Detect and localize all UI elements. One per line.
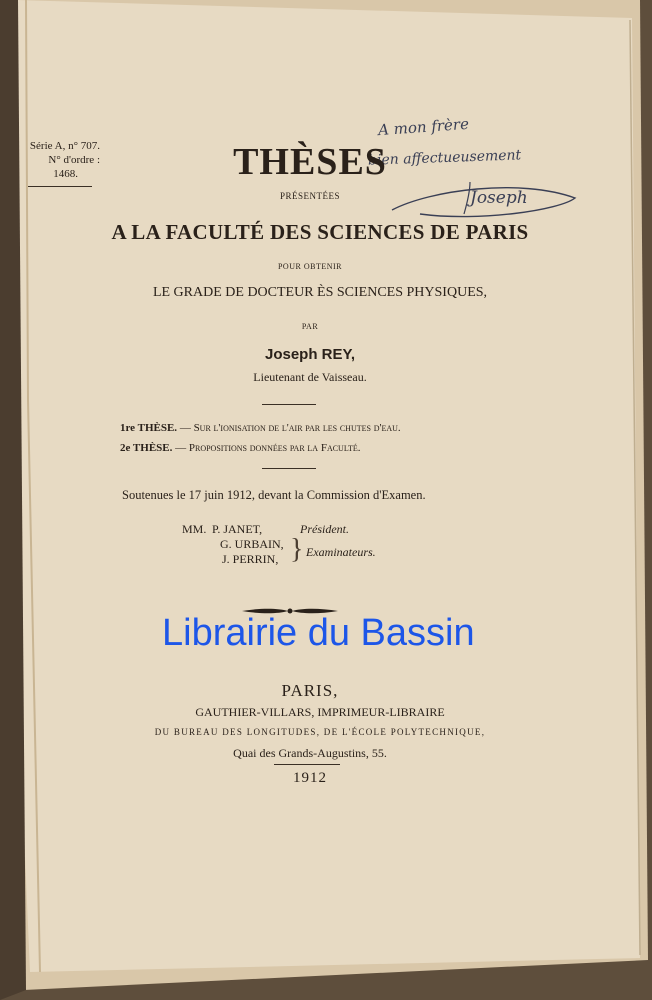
imprint-city: PARIS, (281, 681, 339, 700)
these-1-text: — Sur l'ionisation de l'air par les chutes d'eau. (179, 422, 401, 434)
imprint-rule (274, 764, 340, 765)
jury-examinateur-2: J. PERRIN, (222, 552, 279, 566)
imprint-bureau: DU BUREAU DES LONGITUDES, DE L'ÉCOLE POLYTECHNIQUE, (154, 727, 486, 737)
handwritten-dedication-line2: bien affectueusement (367, 147, 522, 169)
jury-president-role: Président. (300, 522, 349, 536)
jury-president-name: P. JANET, (212, 522, 263, 536)
these-2-text: — Propositions données par la Faculté. (175, 442, 361, 454)
pour-obtenir-label: POUR OBTENIR (277, 262, 342, 271)
handwritten-signature: Joseph (470, 188, 528, 208)
jury-mm: MM. (182, 522, 207, 536)
imprint-year: 1912 (293, 770, 327, 786)
imprint-publisher: GAUTHIER-VILLARS, IMPRIMEUR-LIBRAIRE (195, 705, 445, 719)
margin-note-rule (28, 186, 92, 187)
these-2 (120, 442, 361, 454)
defense-date: Soutenues le 17 juin 1912, devant la Commission d'Examen. (122, 488, 426, 502)
par-label: PAR (301, 322, 319, 331)
margin-note-number: 1468. (53, 168, 78, 180)
jury-examinateurs-role: Examinateurs. (306, 545, 376, 559)
these-1 (120, 422, 401, 434)
jury-examinateur-1: G. URBAIN, (220, 537, 284, 551)
imprint-address: Quai des Grands-Augustins, 55. (233, 746, 387, 760)
margin-note-serie: Série A, n° 707. (29, 140, 100, 152)
these-2-label: 2e THÈSE. (120, 442, 173, 454)
faculty-heading: A LA FACULTÉ DES SCIENCES DE PARIS (111, 220, 529, 244)
divider-2 (262, 468, 316, 469)
margin-note-ordre: N° d'ordre : (48, 154, 100, 166)
watermark-text: Librairie du Bassin (162, 612, 475, 654)
presentees-label: PRÉSENTÉES (279, 191, 340, 201)
divider-1 (262, 404, 316, 405)
degree-line: LE GRADE DE DOCTEUR ÈS SCIENCES PHYSIQUES, (152, 285, 488, 300)
author-rank: Lieutenant de Vaisseau. (253, 370, 367, 384)
handwritten-dedication-line1: A mon frère (377, 114, 470, 140)
thesis-title: THÈSES (233, 141, 387, 183)
jury-brace: } (290, 534, 304, 565)
author-name: Joseph REY, (264, 346, 356, 363)
these-1-label: 1re THÈSE. (120, 422, 178, 434)
